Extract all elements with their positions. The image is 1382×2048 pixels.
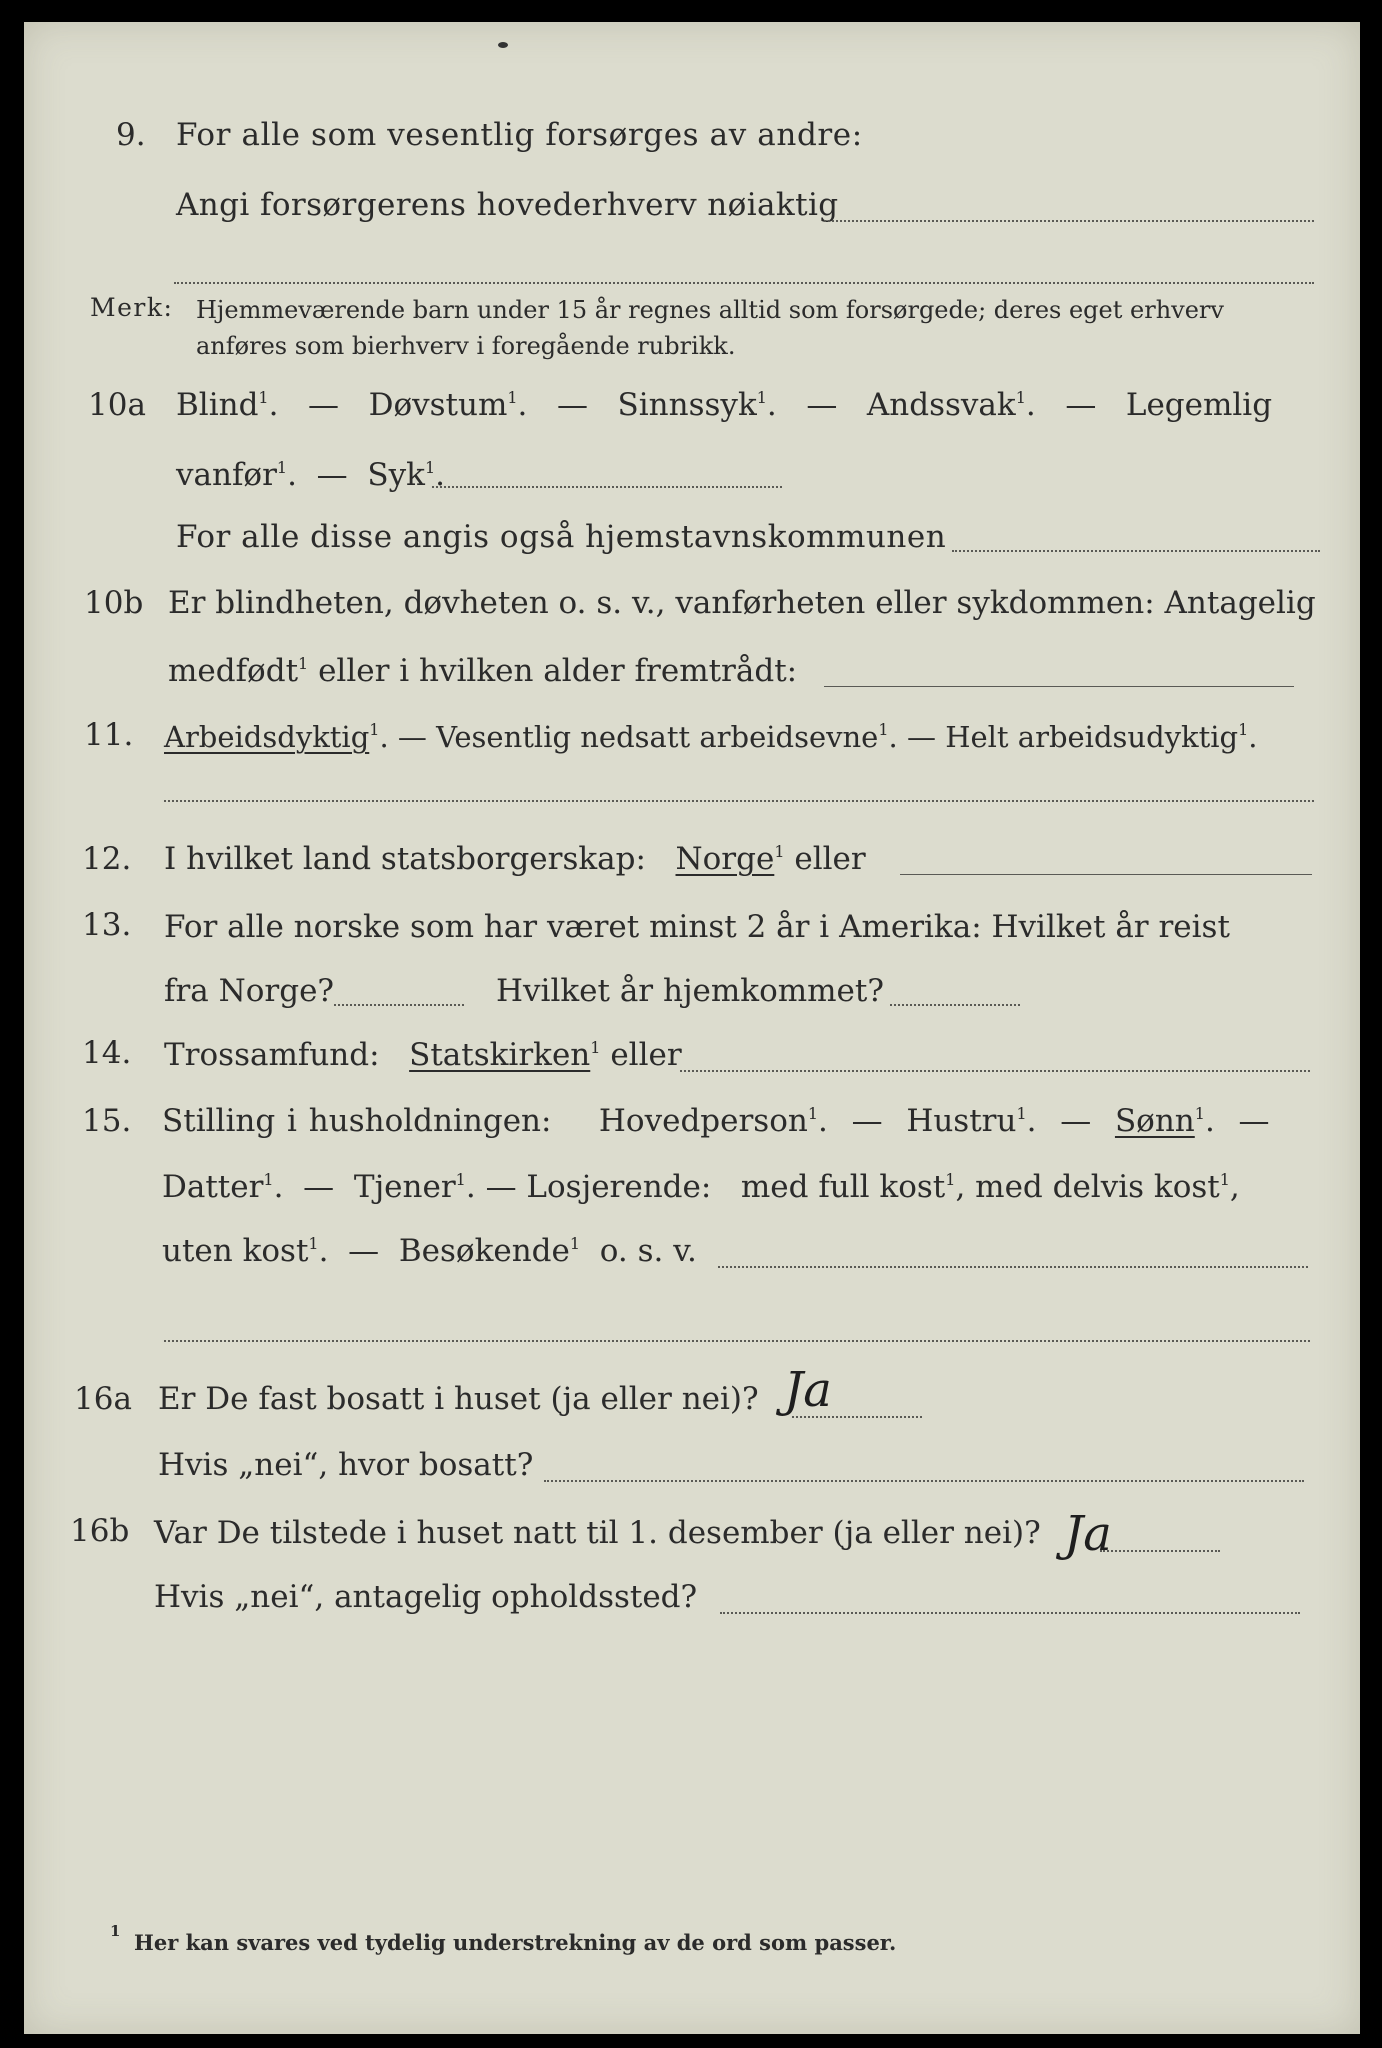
question-16b-opholdssted-line[interactable]	[720, 1612, 1300, 1614]
question-12-number: 12.	[82, 841, 132, 877]
option-arbeidsdyktig[interactable]: Arbeidsdyktig	[164, 720, 370, 754]
question-13-hjemkommet: Hvilket år hjemkommet?	[496, 973, 884, 1009]
question-10b-number: 10b	[84, 585, 144, 621]
merk-line2: anføres som bierhverv i foregående rubrikk.	[196, 332, 736, 360]
question-14-answer-line[interactable]	[680, 1070, 1310, 1072]
footnote-text: Her kan svares ved tydelig understrekning av de ord som passer.	[134, 1930, 897, 1955]
option-andssvak[interactable]: Andssvak	[866, 387, 1016, 423]
question-15-number: 15.	[82, 1103, 132, 1139]
question-13-fra-norge: fra Norge?	[164, 973, 335, 1009]
question-10b-line1: Er blindheten, døvheten o. s. v., vanførheten eller sykdommen: Antagelig	[168, 585, 1316, 621]
option-med-delvis-kost[interactable]: med delvis kost	[975, 1169, 1220, 1205]
option-uten-kost[interactable]: uten kost	[162, 1233, 309, 1269]
question-16a-number: 16a	[74, 1381, 132, 1417]
question-12-line: I hvilket land statsborgerskap: Norge$^1$ eller	[164, 841, 866, 877]
question-13-hjemkommet-line[interactable]	[890, 1004, 1020, 1006]
question-16b-answer-line[interactable]	[1100, 1550, 1220, 1552]
question-9-answer-line-2[interactable]	[174, 282, 1314, 284]
question-15-line1: Stilling i husholdningen: Hovedperson$^1$. — Hustru$^1$. — Sønn$^1$. —	[162, 1103, 1270, 1139]
question-11-number: 11.	[84, 717, 134, 753]
option-dovstum[interactable]: Døvstum	[368, 387, 508, 423]
census-form-page	[24, 22, 1360, 2034]
question-15-line3: uten kost$^1$. — Besøkende$^1$ o. s. v.	[162, 1233, 697, 1269]
question-12-answer-line[interactable]	[900, 874, 1312, 875]
question-10a-hjemstavn-line[interactable]	[952, 550, 1320, 552]
question-16a-bosatt-line[interactable]	[544, 1480, 1304, 1482]
option-legemlig[interactable]: Legemlig	[1125, 387, 1273, 423]
question-14-line: Trossamfund: Statskirken$^1$ eller	[164, 1037, 682, 1073]
option-tjener[interactable]: Tjener	[353, 1169, 456, 1205]
question-10b-answer-line[interactable]	[824, 686, 1294, 687]
question-10a-number: 10a	[88, 387, 146, 423]
option-statskirken[interactable]: Statskirken	[409, 1037, 591, 1073]
question-11-line: Arbeidsdyktig$^1$. — Vesentlig nedsatt arbeidsevne$^1$. — Helt arbeidsudyktig$^1$.	[164, 720, 1258, 754]
question-16a-answer-line[interactable]	[792, 1416, 922, 1418]
question-16b-handwritten-answer[interactable]: Ja	[1064, 1506, 1112, 1562]
ink-speck	[498, 42, 508, 48]
merk-line1: Hjemmeværende barn under 15 år regnes alltid som forsørgede; deres eget erhverv	[196, 296, 1224, 324]
option-datter[interactable]: Datter	[162, 1169, 264, 1205]
question-9-number: 9.	[116, 117, 146, 153]
question-9-answer-line[interactable]	[824, 220, 1314, 222]
option-medfodt[interactable]: medfødt	[168, 653, 299, 689]
option-vanfor[interactable]: vanfør	[176, 457, 277, 493]
question-10a-answer-line[interactable]	[432, 486, 782, 488]
question-15-line2: Datter$^1$. — Tjener$^1$. — Losjerende: med full kost$^1$, med delvis kost$^1$,	[162, 1169, 1240, 1205]
question-15-answer-line[interactable]	[718, 1266, 1308, 1268]
option-sonn[interactable]: Sønn	[1114, 1103, 1195, 1139]
question-13-reist-line[interactable]	[334, 1004, 464, 1006]
option-norge[interactable]: Norge	[675, 841, 775, 877]
option-vesentlig-nedsatt[interactable]: Vesentlig nedsatt arbeidsevne	[436, 720, 879, 754]
question-15-answer-line-2[interactable]	[164, 1340, 1310, 1342]
question-16a-handwritten-answer[interactable]: Ja	[784, 1362, 832, 1418]
option-sinnssyk[interactable]: Sinnssyk	[617, 387, 757, 423]
option-hovedperson[interactable]: Hovedperson	[598, 1103, 808, 1139]
question-16a-line2: Hvis „nei“, hvor bosatt?	[158, 1447, 534, 1483]
option-med-full-kost[interactable]: med full kost	[740, 1169, 946, 1205]
option-hustru[interactable]: Hustru	[906, 1103, 1017, 1139]
question-13-number: 13.	[82, 907, 132, 943]
option-helt-arbeidsudyktig[interactable]: Helt arbeidsudyktig	[945, 720, 1239, 754]
question-9-line1: For alle som vesentlig forsørges av andre:	[176, 117, 863, 153]
question-9-line2: Angi forsørgerens hovederhverv nøiaktig	[176, 187, 839, 223]
question-16a-line1: Er De fast bosatt i huset (ja eller nei)?	[158, 1381, 759, 1417]
question-14-number: 14.	[82, 1035, 132, 1071]
question-16b-line2: Hvis „nei“, antagelig opholdssted?	[154, 1579, 698, 1615]
question-16b-line1: Var De tilstede i huset natt til 1. desember (ja eller nei)?	[154, 1515, 1041, 1551]
question-11-answer-line[interactable]	[164, 800, 1314, 802]
question-16b-number: 16b	[70, 1513, 130, 1549]
question-10b-line2: medfødt$^1$ eller i hvilken alder fremtrådt:	[168, 653, 798, 689]
footnote-marker: 1	[110, 1922, 121, 1940]
question-13-line1: For alle norske som har været minst 2 år i Amerika: Hvilket år reist	[164, 909, 1230, 945]
question-10a-line1: Blind$^1$. — Døvstum$^1$. — Sinnssyk$^1$. — Andssvak$^1$. — Legemlig	[176, 387, 1273, 423]
option-syk[interactable]: Syk	[367, 457, 425, 493]
merk-label: Merk:	[90, 293, 174, 322]
option-blind[interactable]: Blind	[176, 387, 259, 423]
question-10a-line3: For alle disse angis også hjemstavnskommunen	[176, 519, 947, 555]
option-besokende[interactable]: Besøkende	[398, 1233, 570, 1269]
question-10a-line2: vanfør$^1$. — Syk$^1$.	[176, 457, 445, 493]
